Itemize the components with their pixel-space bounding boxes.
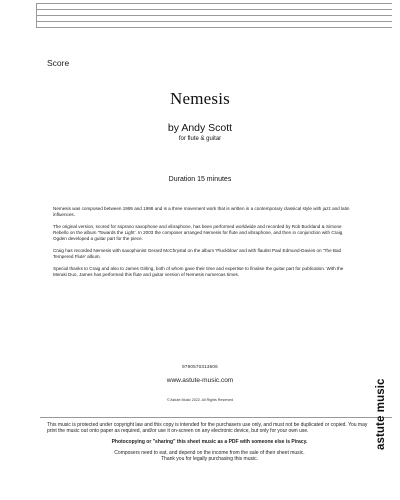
staff-line xyxy=(36,27,392,28)
usage-notice: This music is protected under copyright law and this copy is intended for the purchasers use only, and must not be duplicated or copied. You may print the music out onto paper as required, and/or use it on-screen on any electronic device, but only for your own use. xyxy=(47,422,368,435)
piracy-warning: Photocopying or "sharing" this sheet music as a PDF with someone else is Piracy. xyxy=(111,439,308,446)
staff-line xyxy=(36,3,392,4)
program-note-paragraph: Nemesis was composed between 1995 and 1998 and is a three movement work that is written in a contemporary classical style with jazz and latin influences. xyxy=(53,206,350,218)
publisher-website: www.astute-music.com xyxy=(166,377,234,384)
support-line: Composers need to eat, and depend on the income from the sale of their sheet music. xyxy=(114,450,305,457)
isbn-number: 9790570313606 xyxy=(182,364,218,369)
music-staff-decoration xyxy=(36,3,392,33)
staff-line xyxy=(36,15,392,16)
support-line: Thank you for legally purchasing this music. xyxy=(161,456,258,463)
copyright-notice xyxy=(47,422,372,462)
instrumentation: for flute & guitar xyxy=(178,136,222,142)
program-note-paragraph: Special thanks to Craig and also to James Girling, both of whom gave their time and expertise to finalise the guitar part for publication. With the Meraki Duo, James has performed this flute and guitar version of Nemesis numerous times. xyxy=(53,265,344,278)
publisher-logo: astute music xyxy=(375,378,387,450)
program-note-paragraph: The original version, scored for soprano saxophone and vibraphone, has been performed worldwide and recorded by Rob Buckland & Simone Rebello on the album 'Towards the Light'. In 2003 the composer arranged Nemesis for flute and vibraphone, and then in conjunction with Craig Ogden developed a guitar part for the piece. xyxy=(53,223,343,242)
program-note-paragraph: Craig has recorded Nemesis with saxophonist Gerard McChrystal on the album 'Pluckblow' and with flautist Paul Edmund-Davies on 'The Bad Tempered Flute' album. xyxy=(53,248,342,260)
piece-title: Nemesis xyxy=(170,89,230,108)
footer-divider xyxy=(40,417,392,418)
program-notes xyxy=(53,206,353,284)
score-label: Score xyxy=(47,58,70,68)
support-message xyxy=(47,450,372,462)
duration: Duration 15 minutes xyxy=(168,176,232,183)
staff-line xyxy=(36,21,392,22)
staff-line xyxy=(36,9,392,10)
copyright-line: © Astute Music 2022. All Rights Reserved xyxy=(166,398,234,402)
composer-credit: by Andy Scott xyxy=(167,122,233,134)
staff-barline xyxy=(36,3,37,28)
